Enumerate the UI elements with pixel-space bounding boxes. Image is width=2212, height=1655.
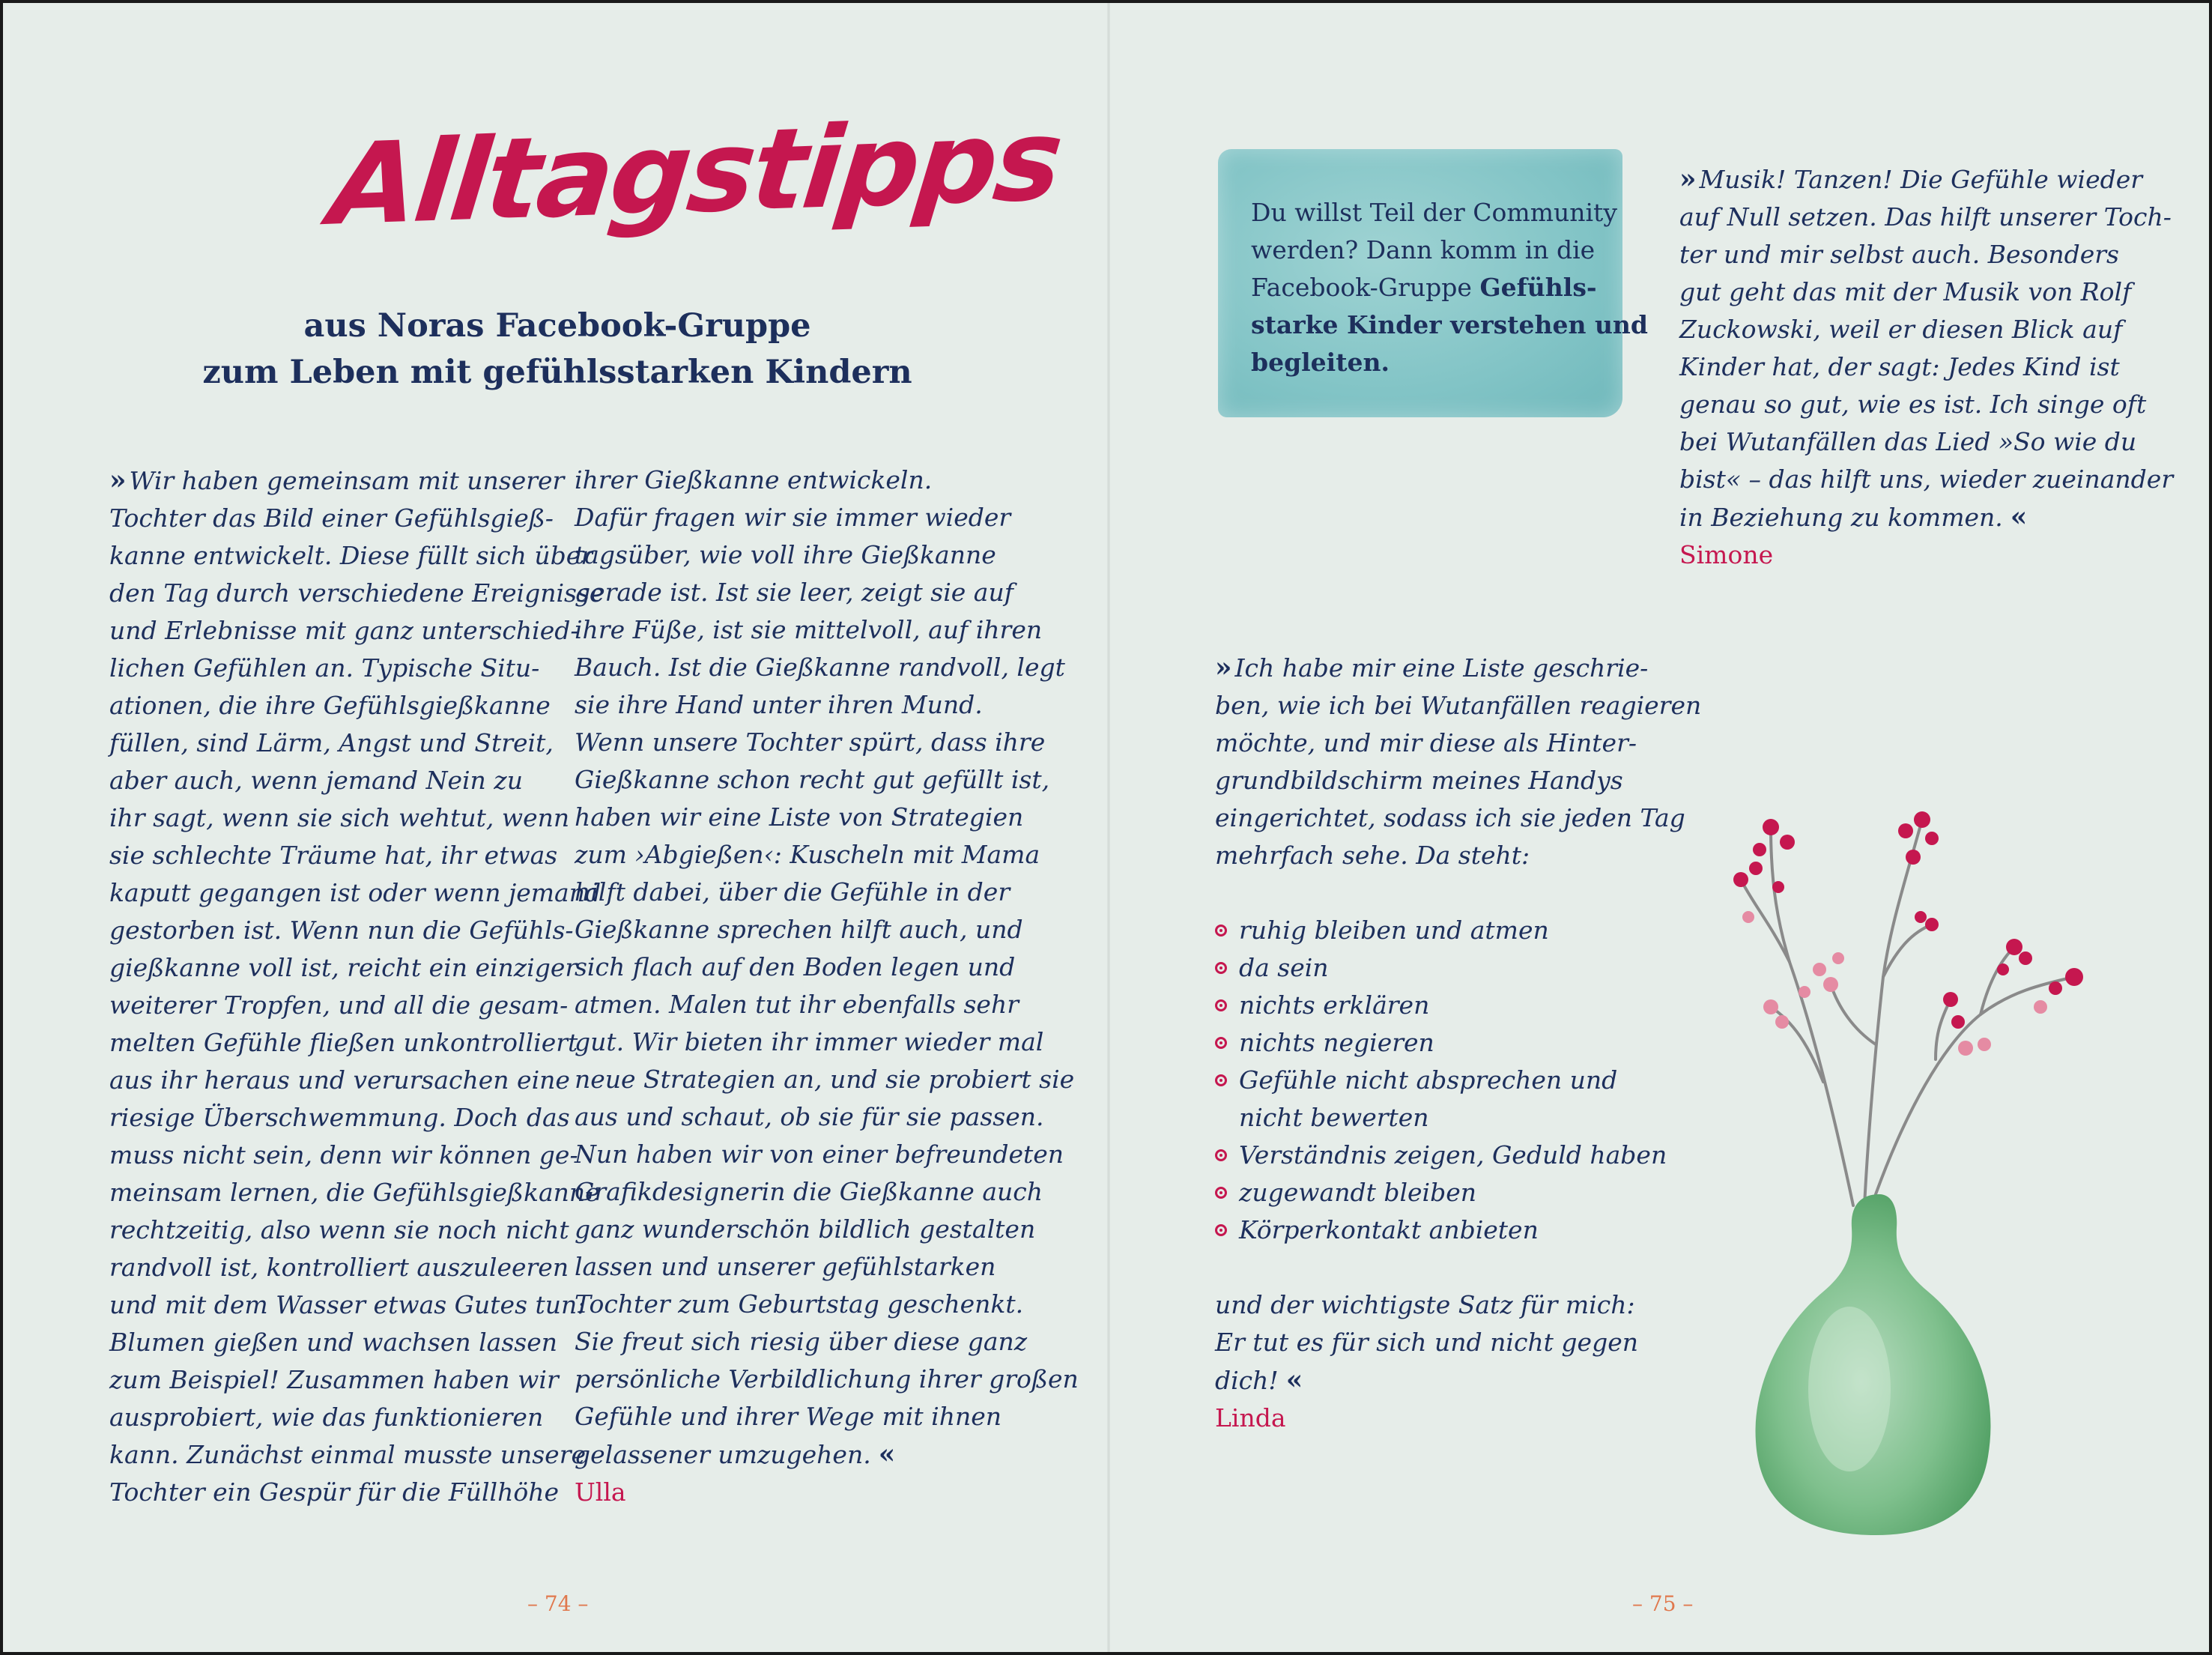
text-line-content: Sie freut sich riesig über diese ganz	[575, 1327, 1028, 1356]
text-line	[575, 874, 1079, 911]
text-line-content: atmen. Malen tut ihr ebenfalls sehr	[575, 990, 1019, 1019]
text-line-content: zum ›Abgießen‹: Kuscheln mit Mama	[575, 840, 1040, 869]
text-line	[1679, 199, 2173, 236]
text-line	[575, 686, 1079, 724]
text-line	[575, 1398, 1079, 1435]
text-line	[1215, 724, 1701, 762]
berries	[1733, 811, 2083, 1029]
info-line-5	[1251, 344, 1603, 381]
text-line	[575, 1061, 1079, 1098]
text-line	[109, 1436, 604, 1474]
text-line-content: Gießkanne schon recht gut gefüllt ist,	[575, 765, 1050, 794]
bullet-icon	[1215, 925, 1227, 937]
text-line	[109, 462, 604, 500]
list-item-text: nicht bewerten	[1239, 1103, 1429, 1132]
text-line	[575, 799, 1079, 836]
text-line-content: aus ihr heraus und verursachen eine	[109, 1065, 570, 1095]
text-line-content: in Beziehung zu kommen.	[1679, 503, 2003, 532]
text-line-content: randvoll ist, kontrolliert auszuleeren	[109, 1253, 569, 1282]
text-line-content: Tochter das Bild einer Gefühlsgieß-	[109, 503, 554, 533]
bullet-icon	[1215, 1074, 1227, 1086]
text-line-content: ihr sagt, wenn sie sich wehtut, wenn	[109, 803, 570, 832]
text-line-content: weiterer Tropfen, und all die gesam-	[109, 990, 569, 1020]
text-line-content: und Erlebnisse mit ganz unterschied-	[109, 616, 579, 645]
text-line-content: sich flach auf den Boden legen und	[575, 952, 1016, 981]
text-line	[575, 1361, 1079, 1398]
text-line-content: füllen, sind Lärm, Angst und Streit,	[109, 728, 554, 757]
text-line	[109, 1324, 604, 1361]
text-line-content: ausprobiert, wie das funktionieren	[109, 1403, 544, 1432]
text-line	[109, 1062, 604, 1099]
branches	[1741, 820, 2074, 1205]
bullet-icon	[1215, 1037, 1227, 1049]
text-line	[1679, 461, 2173, 498]
text-line-content: möchte, und mir diese als Hinter-	[1215, 728, 1637, 757]
text-line	[1215, 762, 1701, 799]
info-line-4-bold: starke Kinder verstehen und	[1251, 310, 1648, 339]
text-line-content: lassen und unserer gefühlstarken	[575, 1252, 996, 1281]
text-line-content: mehrfach sehe. Da steht:	[1215, 841, 1530, 870]
text-line	[109, 537, 604, 575]
text-line-content: kanne entwickelt. Diese füllt sich über	[109, 541, 593, 570]
text-line	[1679, 160, 2173, 199]
berries-light	[1742, 911, 2047, 1056]
text-line	[575, 1323, 1079, 1361]
text-line	[109, 500, 604, 537]
text-line	[109, 1024, 604, 1062]
text-line-content: ter und mir selbst auch. Besonders	[1679, 240, 2119, 269]
quote-open-icon: »	[1215, 652, 1228, 683]
text-line-content: Ich habe mir eine Liste geschrie-	[1234, 653, 1649, 683]
text-line	[109, 612, 604, 650]
text-line-content: aber auch, wenn jemand Nein zu	[109, 766, 523, 795]
text-line-content: bei Wutanfällen das Lied »So wie du	[1679, 427, 2137, 456]
text-line-content: gut geht das mit der Musik von Rolf	[1679, 277, 2132, 306]
text-line-content: Tochter ein Gespür für die Füllhöhe	[109, 1477, 559, 1507]
bullet-icon	[1215, 962, 1227, 974]
text-line	[575, 836, 1079, 874]
info-line-3-bold: Gefühls-	[1479, 273, 1597, 302]
quote-author-ulla: Ulla	[575, 1477, 626, 1507]
text-line-content: Kinder hat, der sagt: Jedes Kind ist	[1679, 352, 2120, 381]
spacer	[1215, 874, 1701, 912]
text-line	[109, 1474, 604, 1511]
text-line-content: ationen, die ihre Gefühlsgießkanne	[109, 691, 551, 720]
text-line-content: ben, wie ich bei Wutanfällen reagieren	[1215, 691, 1702, 720]
text-line-content: lichen Gefühlen an. Typische Situ-	[109, 653, 540, 683]
text-line	[575, 1248, 1079, 1286]
text-line-content: kann. Zunächst einmal musste unsere	[109, 1440, 587, 1469]
text-line	[109, 1099, 604, 1137]
linda-quote	[1215, 649, 1701, 1437]
text-line	[109, 874, 604, 912]
text-line	[109, 1361, 604, 1399]
quote-author-simone: Simone	[1679, 540, 1774, 569]
text-line-content: Bauch. Ist die Gießkanne randvoll, legt	[575, 653, 1065, 682]
quote-author-linda: Linda	[1215, 1403, 1286, 1432]
info-line-2: werden? Dann komm in die	[1251, 235, 1596, 264]
text-line	[109, 1286, 604, 1324]
text-line	[109, 650, 604, 687]
text-line-content: auf Null setzen. Das hilft unserer Toch-	[1679, 202, 2172, 232]
text-line-content: neue Strategien an, und sie probiert sie	[575, 1065, 1075, 1094]
text-line-content: gerade ist. Ist sie leer, zeigt sie auf	[575, 578, 1013, 607]
quote-open-icon: »	[1679, 163, 1692, 195]
info-line-3	[1251, 269, 1603, 306]
text-line-content: tagsüber, wie voll ihre Gießkanne	[575, 540, 996, 569]
text-line	[1215, 1324, 1701, 1361]
text-line-content: persönliche Verbildlichung ihrer großen	[575, 1364, 1079, 1394]
bullet-icon	[1215, 999, 1227, 1011]
text-line-content: ihre Füße, ist sie mittelvoll, auf ihren	[575, 615, 1043, 644]
list-item-text: Körperkontakt anbieten	[1239, 1215, 1539, 1244]
info-line-3-regular: Facebook-Gruppe	[1251, 273, 1480, 302]
text-line-content: hilft dabei, über die Gefühle in der	[575, 877, 1010, 907]
text-line	[109, 837, 604, 874]
list-item-text: ruhig bleiben und atmen	[1239, 916, 1549, 945]
text-line-content: dich!	[1215, 1366, 1279, 1395]
text-line	[1679, 348, 2173, 386]
text-line-content: Zuckowski, weil er diesen Blick auf	[1679, 315, 2123, 344]
text-line	[1679, 498, 2173, 536]
text-line	[575, 948, 1079, 986]
text-line-content: Wenn unsere Tochter spürt, dass ihre	[575, 727, 1046, 757]
info-box-text	[1251, 194, 1648, 381]
list-item-text: zugewandt bleiben	[1239, 1178, 1477, 1207]
text-line-content: grundbildschirm meines Handys	[1215, 766, 1623, 795]
text-line	[109, 762, 604, 799]
text-line-content: ganz wunderschön bildlich gestalten	[575, 1214, 1036, 1244]
text-line	[109, 1211, 604, 1249]
text-line	[575, 1136, 1079, 1173]
text-line	[1215, 1361, 1701, 1400]
list-item-text: Gefühle nicht absprechen und	[1239, 1065, 1618, 1095]
quote-close-icon: «	[1285, 1364, 1299, 1396]
text-line	[575, 1211, 1079, 1248]
quote-open-icon: »	[109, 465, 122, 496]
text-line	[575, 462, 1079, 499]
list-item-text: da sein	[1239, 953, 1329, 982]
simone-quote	[1679, 160, 2173, 574]
list-item	[1215, 987, 1701, 1024]
text-line-content: sie schlechte Träume hat, ihr etwas	[109, 841, 558, 870]
list-item	[1215, 1211, 1701, 1249]
text-line	[1679, 386, 2173, 423]
info-line-5-bold: begleiten.	[1251, 348, 1390, 377]
text-line	[109, 1399, 604, 1436]
subtitle-line-2: zum Leben mit gefühlsstarken Kindern	[202, 354, 912, 391]
text-line-content: genau so gut, wie es ist. Ich singe oft	[1679, 390, 2147, 419]
text-line	[575, 499, 1079, 536]
text-line	[575, 574, 1079, 611]
text-line-content: Gefühle und ihrer Wege mit ihnen	[575, 1402, 1002, 1431]
text-line	[109, 575, 604, 612]
text-line	[1679, 423, 2173, 461]
list-item	[1215, 949, 1701, 987]
text-line-content: Grafikdesignerin die Gießkanne auch	[575, 1177, 1043, 1206]
text-line-content: gelassener umzugehen.	[575, 1440, 871, 1469]
text-line-content: gut. Wir bieten ihr immer wieder mal	[575, 1027, 1044, 1056]
text-line-content: eingerichtet, sodass ich sie jeden Tag	[1215, 803, 1685, 832]
text-line	[1679, 273, 2173, 311]
text-line-content: rechtzeitig, also wenn sie noch nicht	[109, 1215, 569, 1244]
text-line	[575, 1023, 1079, 1061]
text-line	[109, 987, 604, 1024]
text-line-content: riesige Überschwemmung. Doch das	[109, 1103, 570, 1132]
bullet-icon	[1215, 1224, 1227, 1236]
text-line	[109, 1137, 604, 1174]
text-line-content: sie ihre Hand unter ihren Mund.	[575, 690, 983, 719]
text-line	[109, 687, 604, 724]
bullet-icon	[1215, 1187, 1227, 1199]
list-item	[1215, 1062, 1701, 1099]
info-line-4	[1251, 306, 1648, 344]
text-line-content: zum Beispiel! Zusammen haben wir	[109, 1365, 559, 1394]
text-line-content: bist« – das hilft uns, wieder zueinander	[1679, 465, 2174, 494]
text-line-content: Er tut es für sich und nicht gegen	[1215, 1328, 1638, 1357]
text-line-content: gestorben ist. Wenn nun die Gefühls-	[109, 916, 574, 945]
text-line-content: melten Gefühle fließen unkontrolliert	[109, 1028, 578, 1057]
text-line	[575, 1173, 1079, 1211]
text-line	[575, 536, 1079, 574]
text-line-content: meinsam lernen, die Gefühlsgießkanne	[109, 1178, 600, 1207]
subtitle-line-1: aus Noras Facebook-Gruppe	[303, 307, 811, 345]
text-line	[575, 986, 1079, 1023]
text-line	[1215, 799, 1701, 837]
text-line	[1679, 311, 2173, 348]
text-line	[109, 1249, 604, 1286]
text-line	[109, 724, 604, 762]
text-line-content: aus und schaut, ob sie für sie passen.	[575, 1102, 1044, 1131]
quote-close-icon: «	[2010, 501, 2023, 533]
text-line	[575, 1098, 1079, 1136]
text-line-content: Wir haben gemeinsam mit unserer	[129, 466, 565, 495]
spacer	[1215, 1249, 1701, 1286]
list-item-text: Verständnis zeigen, Geduld haben	[1239, 1140, 1667, 1170]
list-item	[1215, 1024, 1701, 1062]
list-item-text: nichts erklären	[1239, 990, 1430, 1020]
page-number-left: – 74 –	[527, 1591, 589, 1616]
page-subtitle	[108, 303, 1007, 396]
text-line-content: Dafür fragen wir sie immer wieder	[575, 503, 1011, 532]
text-line	[575, 724, 1079, 761]
text-line	[1215, 837, 1701, 874]
text-line-content: ihrer Gießkanne entwickeln.	[575, 465, 933, 494]
quote-close-icon: «	[878, 1438, 891, 1470]
page-number-right: – 75 –	[1632, 1591, 1694, 1616]
text-line	[1215, 1286, 1701, 1324]
text-line	[575, 911, 1079, 948]
text-line	[575, 611, 1079, 649]
text-line-content: muss nicht sein, denn wir können ge-	[109, 1140, 578, 1170]
text-line-content: Gießkanne sprechen hilft auch, und	[575, 915, 1023, 944]
text-line	[109, 949, 604, 987]
text-line-content: Blumen gießen und wachsen lassen	[109, 1328, 558, 1357]
text-line-content: und der wichtigste Satz für mich:	[1215, 1290, 1635, 1319]
info-line-1: Du willst Teil der Community	[1251, 198, 1617, 227]
text-line	[1215, 649, 1701, 687]
text-line	[575, 1435, 1079, 1474]
bullet-icon	[1215, 1149, 1227, 1161]
text-line-content: den Tag durch verschiedene Ereignisse	[109, 578, 604, 608]
list-item	[1215, 1099, 1701, 1137]
ulla-quote-column-2	[575, 462, 1079, 1511]
text-line-content: und mit dem Wasser etwas Gutes tun:	[109, 1290, 586, 1319]
text-line	[109, 799, 604, 837]
text-line-content: Nun haben wir von einer befreundeten	[575, 1140, 1064, 1169]
text-line	[109, 1174, 604, 1211]
text-line-content: Musik! Tanzen! Die Gefühle wieder	[1699, 165, 2143, 194]
text-line	[1679, 236, 2173, 273]
text-line	[109, 912, 604, 949]
page-title: Alltagstipps	[324, 95, 1066, 251]
text-line-content: Tochter zum Geburtstag geschenkt.	[575, 1289, 1024, 1319]
list-item	[1215, 1137, 1701, 1174]
book-gutter	[1107, 3, 1110, 1652]
text-line	[575, 1286, 1079, 1323]
text-line	[575, 649, 1079, 686]
text-line-content: gießkanne voll ist, reicht ein einziger	[109, 953, 578, 982]
list-item-text: nichts negieren	[1239, 1028, 1434, 1057]
text-line	[1215, 687, 1701, 724]
text-line-content: haben wir eine Liste von Strategien	[575, 802, 1024, 832]
text-line	[575, 761, 1079, 799]
text-line-content: kaputt gegangen ist oder wenn jemand	[109, 878, 602, 907]
ulla-quote-column-1	[109, 462, 604, 1511]
vase-highlight	[1808, 1307, 1891, 1471]
strategy-list	[1215, 912, 1701, 1249]
list-item	[1215, 912, 1701, 949]
list-item	[1215, 1174, 1701, 1211]
vase-illustration	[1726, 797, 2115, 1539]
